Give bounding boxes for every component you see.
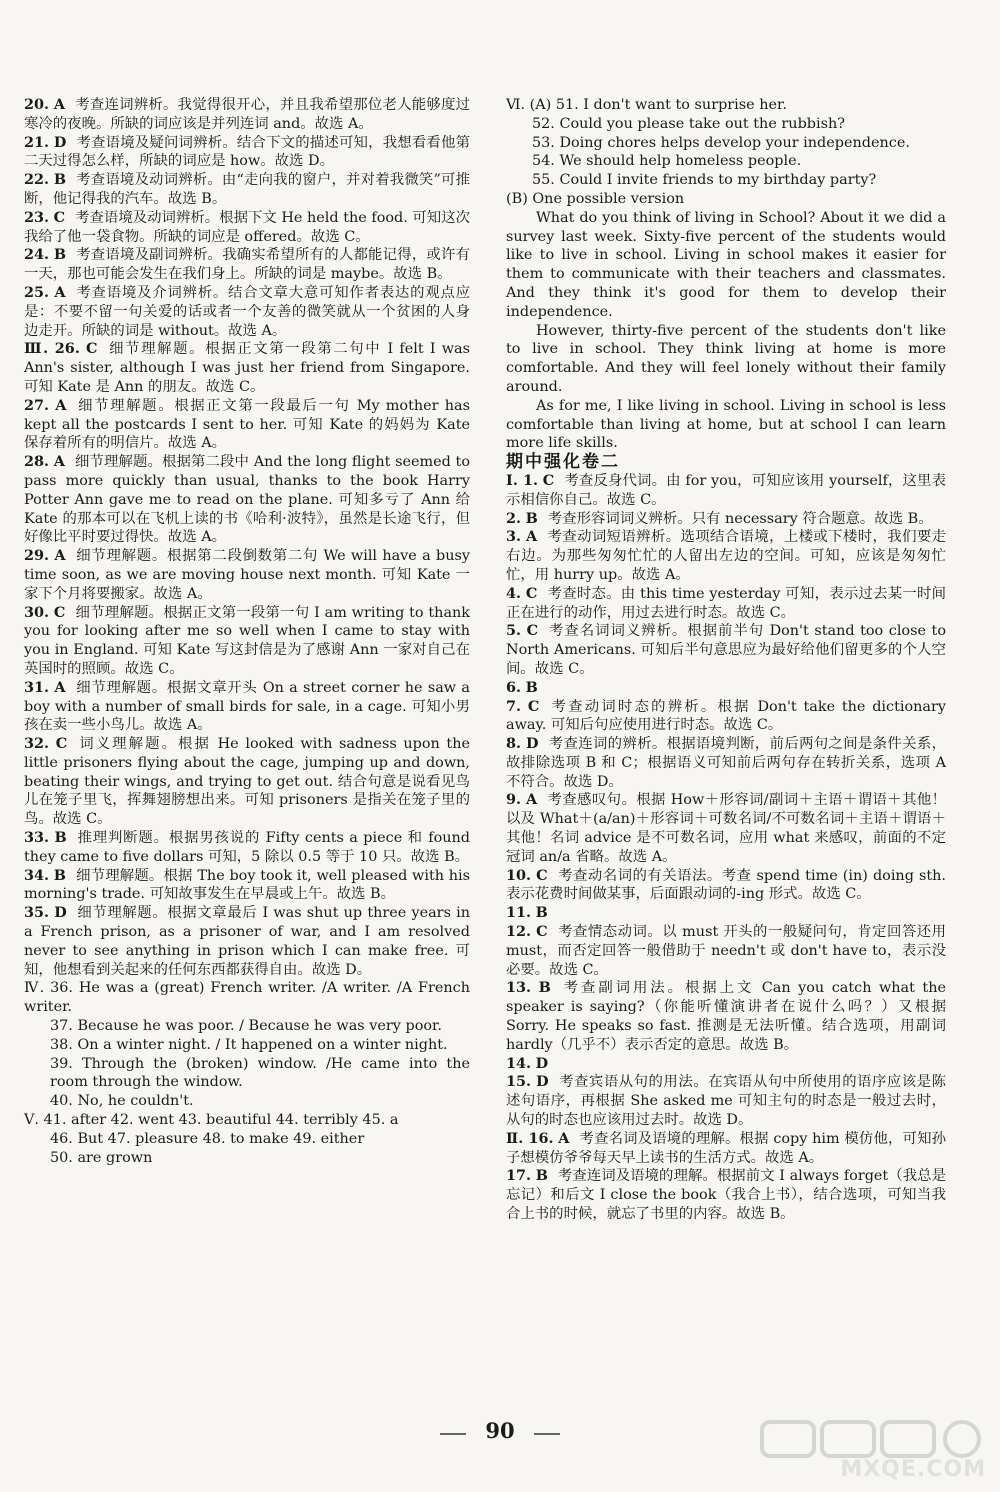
answer-option: A bbox=[526, 791, 538, 809]
question-number: 11. bbox=[506, 904, 532, 922]
left-answer-item bbox=[24, 246, 470, 284]
short-answer-line: Ⅳ. 36. He was a (great) French writer. /A writer. /A French writer. bbox=[24, 980, 470, 1016]
question-number: 28. bbox=[24, 453, 50, 471]
answer-explanation: 考查宾语从句的用法。在宾语从句中所使用的语序应该是陈述句语序，再根据 She asked me 可知主句的时态是一般过去时，从句的时态也应该用过去时。故选 D。 bbox=[506, 1074, 946, 1129]
answer-explanation: 细节理解题。根据 The boy took it, well pleased with his morning's trade. 可知故事发生在早晨或上午。故选 B。 bbox=[24, 867, 470, 903]
sentence-answer-line: 55. Could I invite friends to my birthday party? bbox=[532, 172, 877, 189]
answer-explanation: 考查副词用法。根据上文 Can you catch what the speaker is saying?（你能听懂演讲者在说什么吗？）又根据 Sorry. He speaks so fast. 推测是无法听懂。结合选项，用副词 hardly（几乎不）表示否定的意思。故选 B。 bbox=[506, 980, 946, 1053]
answer-explanation: 考查语境及疑问词辨析。结合下文的描述可知，我想看看他第二天过得怎么样，所缺的词应是 how。故选 D。 bbox=[24, 134, 470, 170]
answer-option: A bbox=[53, 96, 66, 113]
short-answer-line: 37. Because he was poor. / Because he was very poor. bbox=[50, 1018, 442, 1035]
essay-paragraph: What do you think of living in School? About it we did a survey last week. Sixty-five percent of the students would like to live in school. Living in school makes it easier for them to communicate with their teachers and classmates. And they think it's good for them to develop their independence. bbox=[506, 209, 946, 320]
watermark-logo bbox=[756, 1418, 986, 1482]
answer-explanation: 细节理解题。根据第二段中 And the long flight seemed to pass more quickly than usual, thanks to the book Harry Potter Ann gave me to read on the plane. 可知多亏了 Ann 给 Kate 的那本可以在飞机上读的书《哈利·波特》，虽然是长途飞行，但好像比平时要过得快。故选 A。 bbox=[24, 454, 470, 546]
right-answer-item bbox=[506, 698, 946, 736]
answer-explanation: 考查时态。由 this time yesterday 可知，表示过去某一时间正在进行的动作，用过去进行时态。故选 C。 bbox=[506, 585, 946, 621]
question-number: 27. bbox=[24, 396, 50, 414]
left-answer-item bbox=[24, 171, 470, 209]
question-number: 25. bbox=[24, 283, 50, 301]
answer-option: B bbox=[538, 979, 551, 997]
answer-option: B bbox=[535, 904, 548, 922]
question-number: 24. bbox=[24, 246, 50, 264]
answer-explanation: 细节理解题。根据文章最后 I was shut up three years in a French prison, as a prisoner of war, and I am resolved never to see anything in prison which I can make free. 可知，他想看到关起来的任何东西都获得自由。故选 D。 bbox=[24, 905, 471, 978]
question-number: 6. bbox=[506, 678, 522, 696]
answer-option: C bbox=[536, 866, 548, 884]
question-number: 34. bbox=[24, 866, 50, 884]
right-answer-item bbox=[506, 867, 946, 905]
question-number: 13. bbox=[506, 979, 532, 997]
answer-option: C bbox=[53, 208, 66, 226]
answer-explanation: 考查感叹句。根据 How＋形容词/副词＋主语＋谓语＋其他！以及 What＋(a/an)＋形容词＋可数名词/不可数名词＋主语＋谓语＋其他！名词 advice 是不可数名词，应用 what 来感叹，前面的不定冠词 an/a 省略。故选 A。 bbox=[506, 792, 946, 865]
left-answer-item bbox=[24, 679, 470, 735]
answer-explanation: 考查语境及介词辨析。结合文章大意可知作者表达的观点应是：不要不留一句关爱的话或者一个友善的微笑就从一个贫困的人身边走开。所缺的词是 without。故选 A。 bbox=[24, 284, 470, 339]
answer-option: D bbox=[53, 133, 67, 151]
answer-explanation: 考查名词词义辨析。根据前半句 Don't stand too close to North Americans. 可知后半句意思应为最好给他们留更多的个人空间。故选 C。 bbox=[506, 623, 946, 677]
answer-explanation: 推理判断题。根据男孩说的 Fifty cents a piece 和 found they came to five dollars 可知，5 除以 0.5 等于 10 只。故选 B。 bbox=[24, 830, 471, 865]
question-number: 32. bbox=[24, 735, 50, 753]
short-answer-line: 40. No, he couldn't. bbox=[50, 1093, 194, 1110]
question-number: 21. bbox=[24, 133, 50, 151]
answer-option: C bbox=[53, 603, 66, 621]
right-answer-item bbox=[506, 1055, 946, 1074]
watermark-text: MXQE.COM bbox=[840, 1457, 986, 1482]
answer-explanation: 考查名词及语境的理解。根据 copy him 模仿他，可知孙子想模仿爷爷每天早上读书的生活方式。故选 A。 bbox=[506, 1130, 947, 1166]
answer-explanation: 考查情态动词。以 must 开头的一般疑问句，肯定回答还用 must，而否定回答一般借助于 needn't 或 don't have to，表示没必要。故选 C。 bbox=[506, 924, 946, 978]
question-number: 35. bbox=[24, 904, 50, 922]
question-number: 2. bbox=[506, 509, 522, 527]
answer-option: C bbox=[86, 340, 98, 358]
fill-blank-line: 50. are grown bbox=[50, 1149, 153, 1166]
right-answer-item bbox=[506, 735, 946, 791]
question-number: 23. bbox=[24, 208, 50, 226]
answer-explanation: 考查动词时态的辨析。根据 Don't take the dictionary away. 可知后句应使用进行时态。故选 C。 bbox=[506, 698, 946, 734]
left-answer-item bbox=[24, 209, 470, 247]
answer-explanation: 细节理解题。根据文章开头 On a street corner he saw a boy with a number of small birds for sale, in a cage. 可知小男孩在卖一些小鸟儿。故选 A。 bbox=[24, 679, 470, 734]
left-answer-item bbox=[24, 96, 470, 134]
answer-explanation: 细节理解题。根据正文第一段第一句 I am writing to thank you for looking after me so well when I came to stay with you in England. 可知 Kate 写这封信是为了感谢 Ann 一家对自己在英国时的照顾。故选 C。 bbox=[24, 604, 471, 677]
right-answer-item bbox=[506, 1167, 946, 1223]
answer-explanation: 考查动词短语辨析。选项结合语境，上楼或下楼时，我们要走右边。为那些匆匆忙忙的人留出左边的空间。可知，应该是匆匆忙忙，用 hurry up。故选 A。 bbox=[506, 529, 946, 583]
right-column bbox=[506, 96, 946, 1224]
answer-option: D bbox=[525, 735, 539, 753]
answer-option: A bbox=[558, 1129, 570, 1147]
answer-option: C bbox=[536, 923, 548, 941]
question-number: 4. bbox=[506, 584, 522, 602]
left-ornament bbox=[440, 1433, 466, 1435]
answer-option: C bbox=[55, 735, 68, 753]
question-number: 3. bbox=[506, 528, 522, 546]
answer-explanation: 考查语境及动词辨析。根据下文 He held the food. 可知这次我给了他一袋食物。所缺的词应是 offered。故选 C。 bbox=[24, 209, 471, 245]
answer-option: C bbox=[542, 471, 555, 489]
answer-option: B bbox=[53, 866, 66, 884]
right-answer-item bbox=[506, 979, 946, 1054]
question-number: 12. bbox=[506, 923, 532, 941]
left-answer-item bbox=[24, 829, 470, 867]
right-answer-item bbox=[506, 585, 946, 623]
answer-option: C bbox=[525, 584, 538, 602]
question-number: 29. bbox=[24, 547, 50, 565]
left-answer-item bbox=[24, 284, 470, 340]
right-answer-item bbox=[506, 472, 946, 510]
answer-option: A bbox=[53, 453, 65, 471]
sentence-answer-line: 54. We should help homeless people. bbox=[532, 153, 802, 170]
essay-label: (B) One possible version bbox=[506, 190, 685, 207]
answer-explanation: 考查连词及语境的理解。根据前文 I always forget（我总是忘记）和后文 I close the book（我合上书），结合选项，可知当我合上书的时候，就忘了书里的内容。故选 B。 bbox=[506, 1168, 946, 1223]
question-number: 33. bbox=[24, 829, 50, 847]
sentence-answer-line: 52. Could you please take out the rubbish? bbox=[532, 115, 845, 132]
question-number: 7. bbox=[506, 697, 522, 715]
answer-explanation: 考查语境及动词辨析。由“走向我的窗户，并对着我微笑”可推断，他记得我的汽车。故选 B。 bbox=[24, 172, 471, 207]
left-answer-item bbox=[24, 904, 470, 979]
answer-explanation: 考查形容词词义辨析。只有 necessary 符合题意。故选 B。 bbox=[547, 510, 933, 527]
question-number: 14. bbox=[506, 1054, 532, 1072]
answer-option: D bbox=[536, 1073, 549, 1091]
right-answer-item bbox=[506, 528, 946, 584]
question-number: 22. bbox=[24, 171, 50, 189]
answer-explanation: 考查语境及副词辨析。我确实希望所有的人都能记得，或许有一天，那也可能会发生在我们身上。所缺的词是 maybe。故选 B。 bbox=[24, 247, 470, 283]
short-answer-line: 38. On a winter night. / It happened on a winter night. bbox=[50, 1036, 448, 1053]
right-answer-item bbox=[506, 904, 946, 923]
left-answer-item bbox=[24, 735, 470, 829]
answer-option: A bbox=[54, 547, 66, 565]
answer-option: A bbox=[54, 678, 66, 696]
question-number: 5. bbox=[506, 622, 522, 640]
right-answer-item bbox=[506, 923, 946, 979]
answer-explanation: 细节理解题。根据第二段倒数第二句 We will have a busy time soon, as we are moving house next month. 可知 Kate 一家下个月将要搬家。故选 A。 bbox=[24, 548, 471, 602]
answer-option: B bbox=[53, 246, 66, 264]
answer-option: B bbox=[535, 1167, 548, 1185]
question-number: 31. bbox=[24, 678, 50, 696]
answer-option: B bbox=[525, 509, 538, 527]
question-number: 17. bbox=[506, 1167, 532, 1185]
answer-option: C bbox=[527, 697, 540, 715]
answer-explanation: 细节理解题。根据正文第一段第二句中 I felt I was Ann's sister, although I was just her friend from Singapore. 可知 Kate 是 Ann 的朋友。故选 C。 bbox=[24, 341, 470, 395]
answer-explanation: 考查连词辨析。我觉得很开心，并且我希望那位老人能够度过寒冷的夜晚。所缺的词应该是并列连词 and。故选 A。 bbox=[24, 97, 470, 132]
answer-option: A bbox=[55, 396, 67, 414]
right-answer-item bbox=[506, 791, 946, 866]
sentence-answer-line: Ⅵ. (A) 51. I don't want to surprise her. bbox=[506, 97, 787, 113]
answer-option: D bbox=[535, 1054, 549, 1072]
fill-blank-line: Ⅴ. 41. after 42. went 43. beautiful 44. terribly 45. a bbox=[24, 1112, 399, 1129]
short-answer-line: 39. Through the (broken) window. /He came into the room through the window. bbox=[50, 1055, 470, 1091]
right-answer-item bbox=[506, 679, 946, 698]
section-title: 期中强化卷二 bbox=[506, 452, 620, 473]
question-number: Ⅲ. 26. bbox=[24, 340, 80, 358]
sentence-answer-line: 53. Doing chores helps develop your independence. bbox=[532, 134, 910, 151]
answer-explanation: 细节理解题。根据正文第一段最后一句 My mother has kept all the postcards I sent to her. 可知 Kate 的妈妈为 Kate 保存着所有的明信片。故选 A。 bbox=[24, 397, 470, 452]
question-number: Ⅰ. 1. bbox=[506, 471, 539, 489]
answer-explanation: 考查反身代词。由 for you，可知应该用 yourself，这里表示相信你自己。故选 C。 bbox=[506, 472, 946, 508]
question-number: 15. bbox=[506, 1073, 532, 1091]
right-answer-item bbox=[506, 1073, 946, 1129]
left-column bbox=[24, 96, 470, 1167]
answer-option: A bbox=[54, 283, 66, 301]
left-answer-item bbox=[24, 453, 470, 547]
left-answer-item bbox=[24, 397, 470, 453]
question-number: 10. bbox=[506, 866, 532, 884]
left-answer-item bbox=[24, 604, 470, 679]
fill-blank-line: 46. But 47. pleasure 48. to make 49. either bbox=[50, 1130, 365, 1147]
answer-explanation: 考查动名词的有关语法。考查 spend time (in) doing sth. 表示花费时间做某事，后面跟动词的-ing 形式。故选 C。 bbox=[506, 867, 946, 903]
right-answer-item bbox=[506, 1130, 946, 1168]
essay-paragraph: However, thirty-five percent of the students don't like to live in school. They think living at home is more comfortable. And they will feel lonely without their family around. bbox=[506, 322, 946, 395]
question-number: 9. bbox=[506, 791, 522, 809]
question-number: Ⅱ. 16. bbox=[506, 1129, 554, 1147]
page-number: 90 bbox=[485, 1418, 515, 1443]
right-answer-item bbox=[506, 510, 946, 529]
answer-explanation: 词义理解题。根据 He looked with sadness upon the little prisoners flying about the cage, jumping up and down, beating their wings, and trying to get out. 结合句意是说看见鸟儿在笼子里飞，挥舞翅膀想出来。可知 prisoners 是指关在笼子里的鸟。故选 C。 bbox=[24, 736, 470, 828]
left-answer-item bbox=[24, 340, 470, 396]
answer-option: B bbox=[54, 829, 67, 847]
answer-option: B bbox=[53, 171, 66, 189]
essay-paragraph: As for me, I like living in school. Living in school is less comfortable than living at home, but at school I can learn more life skills. bbox=[506, 397, 946, 452]
answer-option: A bbox=[526, 528, 538, 546]
question-number: 8. bbox=[506, 735, 522, 753]
right-answer-item bbox=[506, 622, 946, 678]
right-ornament bbox=[534, 1433, 560, 1435]
left-answer-item bbox=[24, 867, 470, 905]
question-number: 20. bbox=[24, 96, 50, 113]
answer-option: B bbox=[525, 678, 538, 696]
question-number: 30. bbox=[24, 603, 50, 621]
left-answer-item bbox=[24, 134, 470, 172]
left-answer-item bbox=[24, 547, 470, 603]
answer-option: C bbox=[526, 622, 539, 640]
answer-explanation: 考查连词的辨析。根据语境判断，前后两句之间是条件关系，故排除选项 B 和 C；根据语义可知前后两句存在转折关系，选项 A 不符合。故选 D。 bbox=[506, 736, 946, 790]
answer-option: D bbox=[54, 904, 67, 922]
